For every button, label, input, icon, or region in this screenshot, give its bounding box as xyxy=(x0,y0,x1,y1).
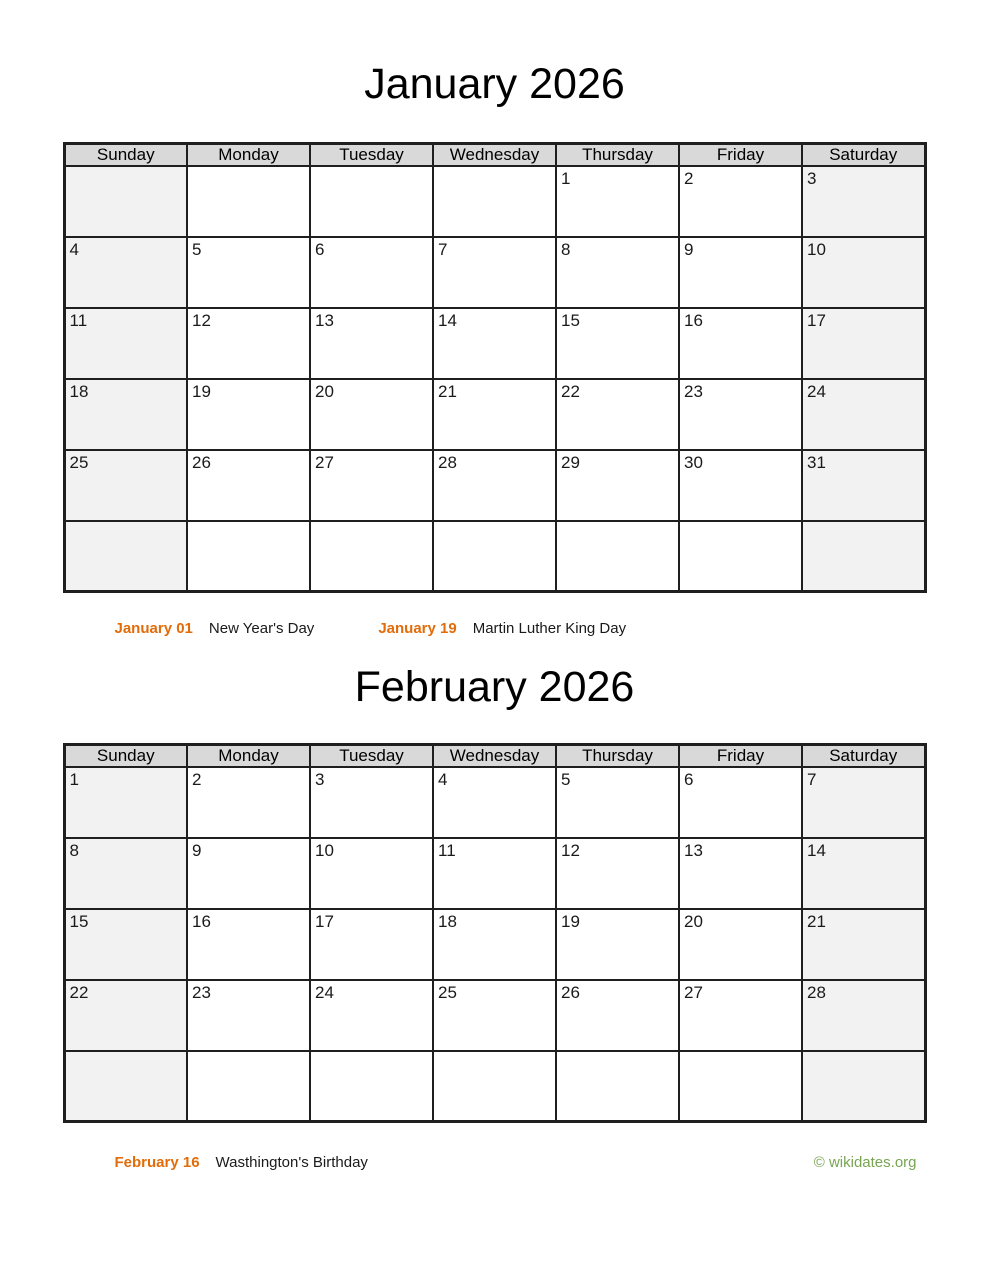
day-number: 8 xyxy=(69,840,79,860)
day-number: 21 xyxy=(438,381,457,401)
holiday-date: January 19 xyxy=(378,620,457,638)
day-cell-empty xyxy=(64,521,187,592)
day-cell-8 xyxy=(64,838,187,909)
day-cell-22 xyxy=(64,980,187,1051)
day-number: 2 xyxy=(684,168,694,188)
day-number: 25 xyxy=(69,452,89,472)
day-cell-23 xyxy=(187,980,310,1051)
day-cell-empty xyxy=(310,521,433,592)
day-cell-18 xyxy=(433,909,556,980)
day-cell-29 xyxy=(556,450,679,521)
day-number: 31 xyxy=(807,452,826,472)
day-number: 18 xyxy=(438,911,457,931)
day-cell-empty xyxy=(556,521,679,592)
day-number: 15 xyxy=(561,310,580,330)
day-cell-14 xyxy=(802,838,925,909)
weekday-header-monday: Monday xyxy=(187,744,310,767)
day-number: 26 xyxy=(192,452,211,472)
day-cell-9 xyxy=(679,237,802,308)
day-number: 1 xyxy=(69,769,79,789)
day-number: 20 xyxy=(315,381,334,401)
weekday-header-row xyxy=(64,143,925,166)
holiday-item xyxy=(115,619,315,639)
day-cell-5 xyxy=(187,237,310,308)
day-cell-2 xyxy=(679,166,802,237)
day-cell-empty xyxy=(187,1051,310,1122)
day-cell-4 xyxy=(64,237,187,308)
day-cell-15 xyxy=(64,909,187,980)
day-number: 14 xyxy=(807,840,826,860)
week-row xyxy=(64,237,925,308)
day-number: 3 xyxy=(807,168,817,188)
day-cell-14 xyxy=(433,308,556,379)
day-number: 6 xyxy=(315,239,325,259)
day-number: 23 xyxy=(192,982,211,1002)
day-number: 22 xyxy=(69,982,89,1002)
day-cell-empty xyxy=(433,1051,556,1122)
day-cell-20 xyxy=(310,379,433,450)
day-number: 29 xyxy=(561,452,580,472)
day-cell-2 xyxy=(187,767,310,838)
day-cell-3 xyxy=(802,166,925,237)
holiday-item xyxy=(115,1153,368,1173)
day-cell-3 xyxy=(310,767,433,838)
day-cell-25 xyxy=(64,450,187,521)
day-number: 21 xyxy=(807,911,826,931)
day-cell-27 xyxy=(310,450,433,521)
day-cell-9 xyxy=(187,838,310,909)
day-number: 15 xyxy=(69,911,89,931)
month-section-february xyxy=(0,639,989,1173)
weekday-header-friday: Friday xyxy=(679,143,802,166)
day-cell-empty xyxy=(64,166,187,237)
week-row xyxy=(64,980,925,1051)
day-number: 24 xyxy=(315,982,334,1002)
week-row xyxy=(64,166,925,237)
weekday-header-monday: Monday xyxy=(187,143,310,166)
day-number: 14 xyxy=(438,310,457,330)
day-cell-11 xyxy=(433,838,556,909)
weekday-header-sunday: Sunday xyxy=(64,143,187,166)
day-number: 18 xyxy=(69,381,89,401)
day-cell-13 xyxy=(310,308,433,379)
weekday-header-tuesday: Tuesday xyxy=(310,143,433,166)
page-footer xyxy=(63,1153,927,1173)
day-number: 3 xyxy=(315,769,325,789)
day-cell-26 xyxy=(556,980,679,1051)
day-cell-13 xyxy=(679,838,802,909)
weekday-header-friday: Friday xyxy=(679,744,802,767)
day-cell-31 xyxy=(802,450,925,521)
day-number: 16 xyxy=(192,911,211,931)
day-cell-23 xyxy=(679,379,802,450)
day-cell-empty xyxy=(310,166,433,237)
day-cell-10 xyxy=(802,237,925,308)
holiday-item xyxy=(378,619,626,639)
weekday-header-saturday: Saturday xyxy=(802,744,925,767)
day-number: 7 xyxy=(807,769,817,789)
month-section-january xyxy=(0,0,989,639)
day-cell-28 xyxy=(433,450,556,521)
day-cell-20 xyxy=(679,909,802,980)
day-cell-28 xyxy=(802,980,925,1051)
day-cell-17 xyxy=(310,909,433,980)
weekday-header-wednesday: Wednesday xyxy=(433,143,556,166)
holiday-date: February 16 xyxy=(114,1154,200,1171)
month-title: February 2026 xyxy=(354,662,635,711)
day-cell-empty xyxy=(310,1051,433,1122)
day-cell-27 xyxy=(679,980,802,1051)
day-number: 8 xyxy=(561,239,571,259)
day-cell-1 xyxy=(64,767,187,838)
day-cell-empty xyxy=(433,521,556,592)
day-number: 23 xyxy=(684,381,703,401)
day-cell-24 xyxy=(802,379,925,450)
day-cell-empty xyxy=(187,166,310,237)
day-cell-empty xyxy=(433,166,556,237)
day-cell-26 xyxy=(187,450,310,521)
day-number: 22 xyxy=(561,381,580,401)
day-cell-22 xyxy=(556,379,679,450)
day-number: 6 xyxy=(684,769,694,789)
day-cell-4 xyxy=(433,767,556,838)
week-row xyxy=(64,767,925,838)
day-cell-1 xyxy=(556,166,679,237)
day-number: 10 xyxy=(315,840,334,860)
weekday-header-sunday: Sunday xyxy=(64,744,187,767)
day-number: 17 xyxy=(807,310,826,330)
week-row xyxy=(64,379,925,450)
day-number: 27 xyxy=(684,982,703,1002)
day-cell-empty xyxy=(679,521,802,592)
day-number: 30 xyxy=(684,452,703,472)
week-row xyxy=(64,909,925,980)
day-cell-12 xyxy=(556,838,679,909)
day-number: 27 xyxy=(315,452,334,472)
holiday-name: Wasthington's Birthday xyxy=(215,1154,368,1171)
day-number: 11 xyxy=(438,840,456,860)
day-number: 11 xyxy=(69,310,88,330)
holidays-row xyxy=(63,619,927,639)
week-row xyxy=(64,1051,925,1122)
day-number: 4 xyxy=(69,239,79,259)
holiday-name: New Year's Day xyxy=(208,620,315,638)
calendar-table xyxy=(63,743,927,1124)
calendar-table xyxy=(63,142,927,594)
day-number: 9 xyxy=(684,239,694,259)
day-number: 7 xyxy=(438,239,448,259)
day-cell-6 xyxy=(679,767,802,838)
day-cell-10 xyxy=(310,838,433,909)
day-cell-8 xyxy=(556,237,679,308)
day-number: 12 xyxy=(561,840,580,860)
weekday-header-thursday: Thursday xyxy=(556,744,679,767)
day-cell-5 xyxy=(556,767,679,838)
day-cell-30 xyxy=(679,450,802,521)
day-cell-empty xyxy=(802,1051,925,1122)
day-number: 13 xyxy=(315,310,334,330)
day-number: 5 xyxy=(561,769,571,789)
day-cell-empty xyxy=(187,521,310,592)
day-cell-empty xyxy=(556,1051,679,1122)
day-number: 25 xyxy=(438,982,457,1002)
day-number: 28 xyxy=(807,982,826,1002)
day-number: 19 xyxy=(192,381,211,401)
day-cell-21 xyxy=(802,909,925,980)
day-cell-empty xyxy=(64,1051,187,1122)
day-cell-7 xyxy=(802,767,925,838)
day-number: 9 xyxy=(192,840,202,860)
day-number: 5 xyxy=(192,239,202,259)
day-cell-16 xyxy=(679,308,802,379)
week-row xyxy=(64,308,925,379)
month-title: January 2026 xyxy=(364,60,625,108)
weekday-header-tuesday: Tuesday xyxy=(310,744,433,767)
week-row xyxy=(64,450,925,521)
day-number: 13 xyxy=(684,840,703,860)
day-cell-15 xyxy=(556,308,679,379)
holiday-date: January 01 xyxy=(114,620,193,638)
day-number: 20 xyxy=(684,911,703,931)
day-cell-6 xyxy=(310,237,433,308)
day-cell-empty xyxy=(679,1051,802,1122)
week-row xyxy=(64,521,925,592)
week-row xyxy=(64,838,925,909)
day-number: 19 xyxy=(561,911,580,931)
day-number: 4 xyxy=(438,769,448,789)
weekday-header-saturday: Saturday xyxy=(802,143,925,166)
day-cell-19 xyxy=(556,909,679,980)
day-number: 12 xyxy=(192,310,211,330)
day-cell-21 xyxy=(433,379,556,450)
day-cell-19 xyxy=(187,379,310,450)
day-cell-7 xyxy=(433,237,556,308)
day-number: 2 xyxy=(192,769,202,789)
day-cell-16 xyxy=(187,909,310,980)
day-cell-24 xyxy=(310,980,433,1051)
day-number: 10 xyxy=(807,239,826,259)
day-number: 26 xyxy=(561,982,580,1002)
day-number: 24 xyxy=(807,381,826,401)
weekday-header-thursday: Thursday xyxy=(556,143,679,166)
holiday-name: Martin Luther King Day xyxy=(472,620,627,638)
weekday-header-wednesday: Wednesday xyxy=(433,744,556,767)
day-number: 1 xyxy=(561,168,571,188)
day-cell-12 xyxy=(187,308,310,379)
holidays-list xyxy=(63,619,627,639)
day-cell-empty xyxy=(802,521,925,592)
day-cell-18 xyxy=(64,379,187,450)
day-cell-17 xyxy=(802,308,925,379)
day-cell-25 xyxy=(433,980,556,1051)
weekday-header-row xyxy=(64,744,925,767)
day-number: 16 xyxy=(684,310,703,330)
holidays-list xyxy=(63,1153,368,1173)
day-cell-11 xyxy=(64,308,187,379)
wikidates-copyright-link[interactable]: © wikidates.org xyxy=(813,1154,917,1171)
day-number: 17 xyxy=(315,911,334,931)
day-number: 28 xyxy=(438,452,457,472)
